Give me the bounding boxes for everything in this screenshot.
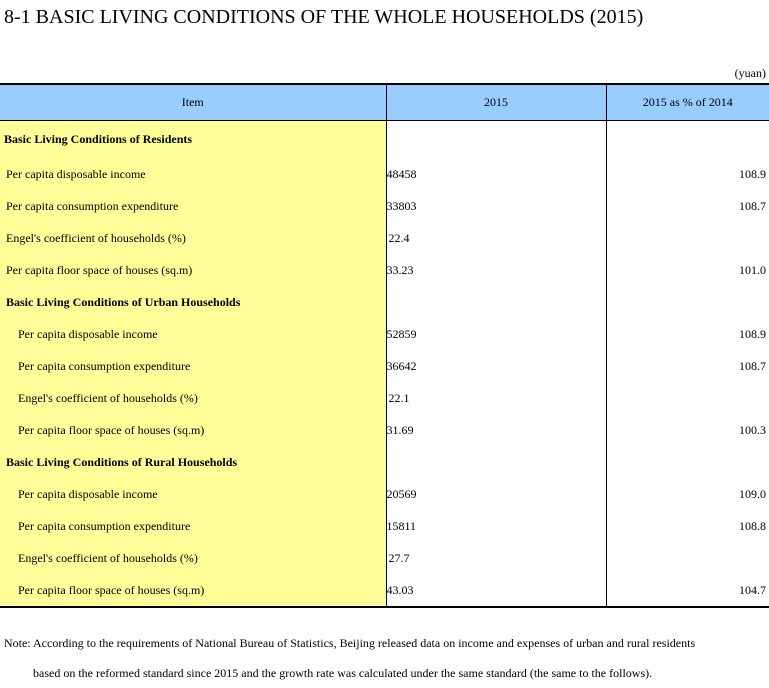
value-pct-of-2014 (606, 286, 769, 318)
value-2015: 36642 (386, 350, 606, 382)
row-label: Per capita consumption expenditure (0, 350, 386, 382)
section-label: Basic Living Conditions of Rural Households (0, 446, 386, 478)
table-row (0, 350, 769, 382)
value-2015: 43.03 (386, 574, 606, 607)
section-row (0, 121, 769, 159)
table-row (0, 574, 769, 607)
table-body (0, 121, 769, 608)
table-row (0, 510, 769, 542)
value-2015 (386, 121, 606, 159)
header-2015: 2015 (386, 84, 606, 121)
row-label: Per capita floor space of houses (sq.m) (0, 254, 386, 286)
unit-label: (yuan) (734, 66, 766, 80)
value-pct-of-2014 (606, 382, 769, 414)
value-2015: 31.69 (386, 414, 606, 446)
value-pct-of-2014: 101.0 (739, 262, 766, 277)
table-row (0, 414, 769, 446)
table-row (0, 158, 769, 190)
section-label: Basic Living Conditions of Urban Households (0, 286, 386, 318)
value-pct-of-2014: 109.0 (739, 486, 766, 501)
value-pct-of-2014: 108.7 (739, 198, 766, 213)
section-row (0, 446, 769, 478)
footnote-line-1: Note: According to the requirements of National Bureau of Statistics, Beijing released data on income and expenses of urban and rural residents (4, 636, 696, 650)
page-title: 8-1 BASIC LIVING CONDITIONS OF THE WHOLE HOUSEHOLDS (2015) (4, 6, 644, 28)
value-2015 (386, 286, 606, 318)
value-pct-of-2014: 108.9 (739, 326, 766, 341)
living-conditions-table (0, 83, 769, 608)
footnote-line-2: based on the reformed standard since 2015 and the growth rate was calculated under the same standard (the same to the follows). (33, 666, 653, 680)
table-row (0, 190, 769, 222)
value-pct-of-2014 (606, 121, 769, 159)
row-label: Engel's coefficient of households (%) (0, 382, 386, 414)
table-row (0, 222, 769, 254)
value-2015: 15811 (386, 510, 606, 542)
table-row (0, 478, 769, 510)
row-label: Per capita consumption expenditure (0, 190, 386, 222)
table-row (0, 318, 769, 350)
value-pct-of-2014: 108.9 (739, 166, 766, 181)
value-2015: 27.7 (386, 542, 606, 574)
value-pct-of-2014: 108.7 (739, 358, 766, 373)
row-label: Per capita disposable income (0, 158, 386, 190)
table-row (0, 254, 769, 286)
value-2015: 22.4 (386, 222, 606, 254)
value-pct-of-2014 (606, 542, 769, 574)
value-2015: 33.23 (386, 254, 606, 286)
header-item: Item (0, 84, 386, 121)
value-2015: 33803 (386, 190, 606, 222)
value-pct-of-2014 (606, 446, 769, 478)
header-pct: 2015 as % of 2014 (606, 84, 769, 121)
value-pct-of-2014 (606, 222, 769, 254)
section-row (0, 286, 769, 318)
value-2015: 20569 (386, 478, 606, 510)
row-label: Engel's coefficient of households (%) (0, 542, 386, 574)
table-header-row (0, 84, 769, 121)
row-label: Per capita disposable income (0, 478, 386, 510)
value-2015 (386, 446, 606, 478)
row-label: Per capita disposable income (0, 318, 386, 350)
section-label: Basic Living Conditions of Residents (0, 121, 386, 159)
footnote (4, 628, 695, 688)
table-row (0, 382, 769, 414)
value-pct-of-2014: 100.3 (739, 422, 766, 437)
value-2015: 22.1 (386, 382, 606, 414)
row-label: Per capita consumption expenditure (0, 510, 386, 542)
row-label: Per capita floor space of houses (sq.m) (0, 574, 386, 607)
value-2015: 48458 (386, 158, 606, 190)
row-label: Per capita floor space of houses (sq.m) (0, 414, 386, 446)
row-label: Engel's coefficient of households (%) (0, 222, 386, 254)
table-row (0, 542, 769, 574)
value-pct-of-2014: 108.8 (739, 518, 766, 533)
value-2015: 52859 (386, 318, 606, 350)
value-pct-of-2014: 104.7 (606, 574, 769, 607)
